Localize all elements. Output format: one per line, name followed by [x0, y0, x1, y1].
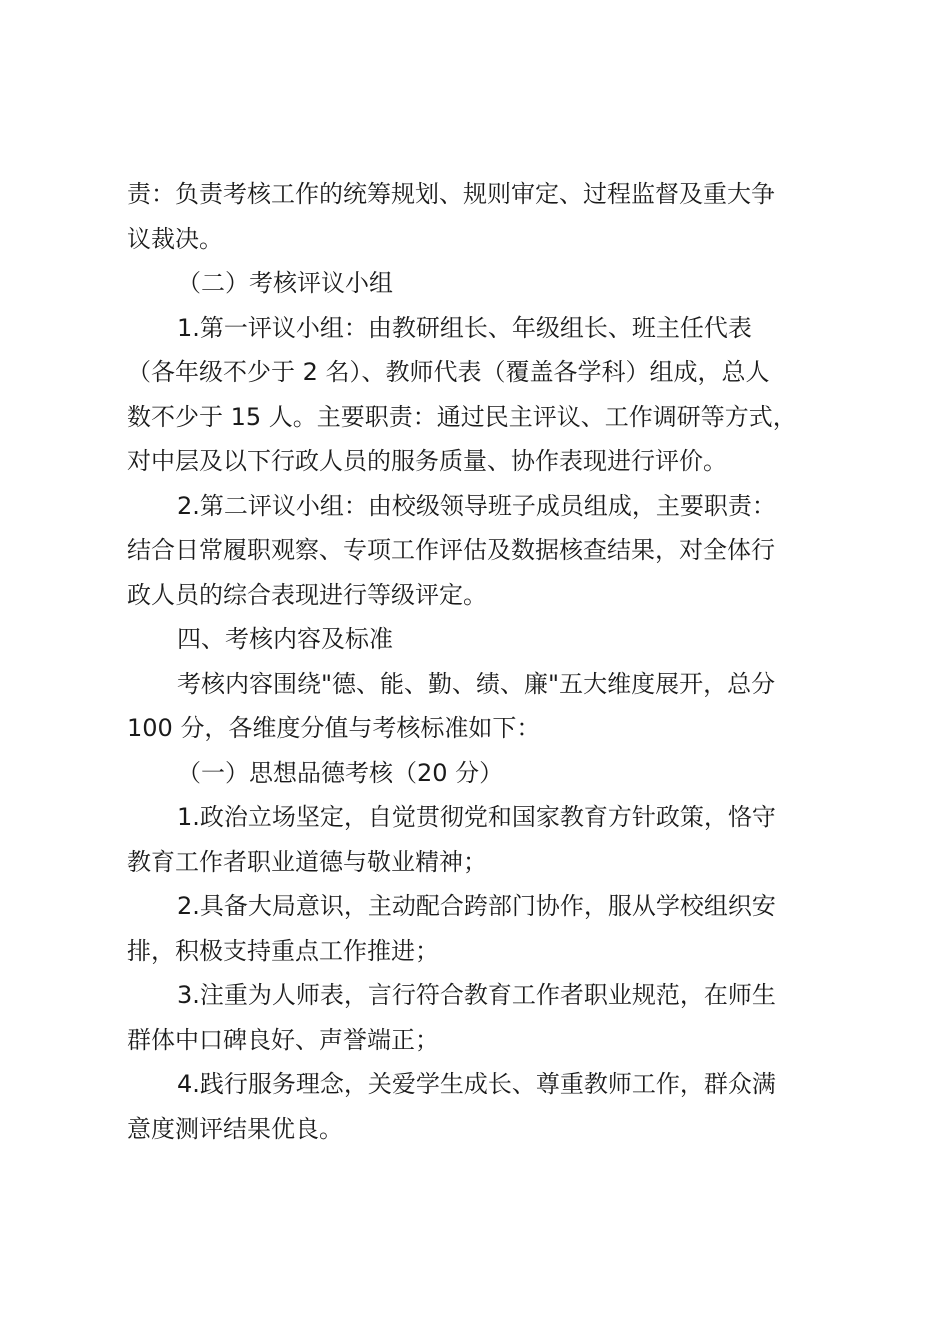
- text-line: 2.具备大局意识，主动配合跨部门协作，服从学校组织安: [177, 892, 776, 920]
- text-line: 对中层及以下行政人员的服务质量、协作表现进行评价。: [127, 447, 727, 475]
- text-line: 1.第一评议小组：由教研组长、年级组长、班主任代表: [177, 313, 752, 342]
- text-line: 意度测评结果优良。: [127, 1114, 343, 1143]
- text-line: 排，积极支持重点工作推进；: [127, 936, 439, 965]
- section-heading: 四、考核内容及标准: [177, 625, 393, 653]
- text-line: 结合日常履职观察、专项工作评估及数据核查结果，对全体行: [127, 536, 775, 564]
- section-heading: （一）思想品德考核（20 分）: [177, 758, 504, 787]
- text-line: 数不少于 15 人。主要职责：通过民主评议、工作调研等方式，: [127, 402, 797, 431]
- section-heading: （二）考核评议小组: [177, 269, 393, 297]
- text-line: 3.注重为人师表，言行符合教育工作者职业规范，在师生: [177, 981, 776, 1009]
- text-line: 100 分，各维度分值与考核标准如下：: [127, 714, 541, 742]
- text-line: 1.政治立场坚定，自觉贯彻党和国家教育方针政策，恪守: [177, 803, 776, 831]
- document-body: [127, 172, 847, 1151]
- text-line: 议裁决。: [127, 224, 223, 253]
- text-line: 教育工作者职业道德与敬业精神；: [127, 847, 487, 876]
- text-line: 考核内容围绕"德、能、勤、绩、廉"五大维度展开，总分: [177, 669, 776, 698]
- text-line: 4.践行服务理念，关爱学生成长、尊重教师工作，群众满: [177, 1070, 776, 1098]
- text-line: 群体中口碑良好、声誉端正；: [127, 1025, 439, 1054]
- text-line: （各年级不少于 2 名）、教师代表（覆盖各学科）组成，总人: [127, 358, 770, 386]
- text-line: 政人员的综合表现进行等级评定。: [127, 580, 487, 609]
- text-line: 2.第二评议小组：由校级领导班子成员组成，主要职责：: [177, 491, 776, 520]
- text-line: 责：负责考核工作的统筹规划、规则审定、过程监督及重大争: [127, 180, 775, 208]
